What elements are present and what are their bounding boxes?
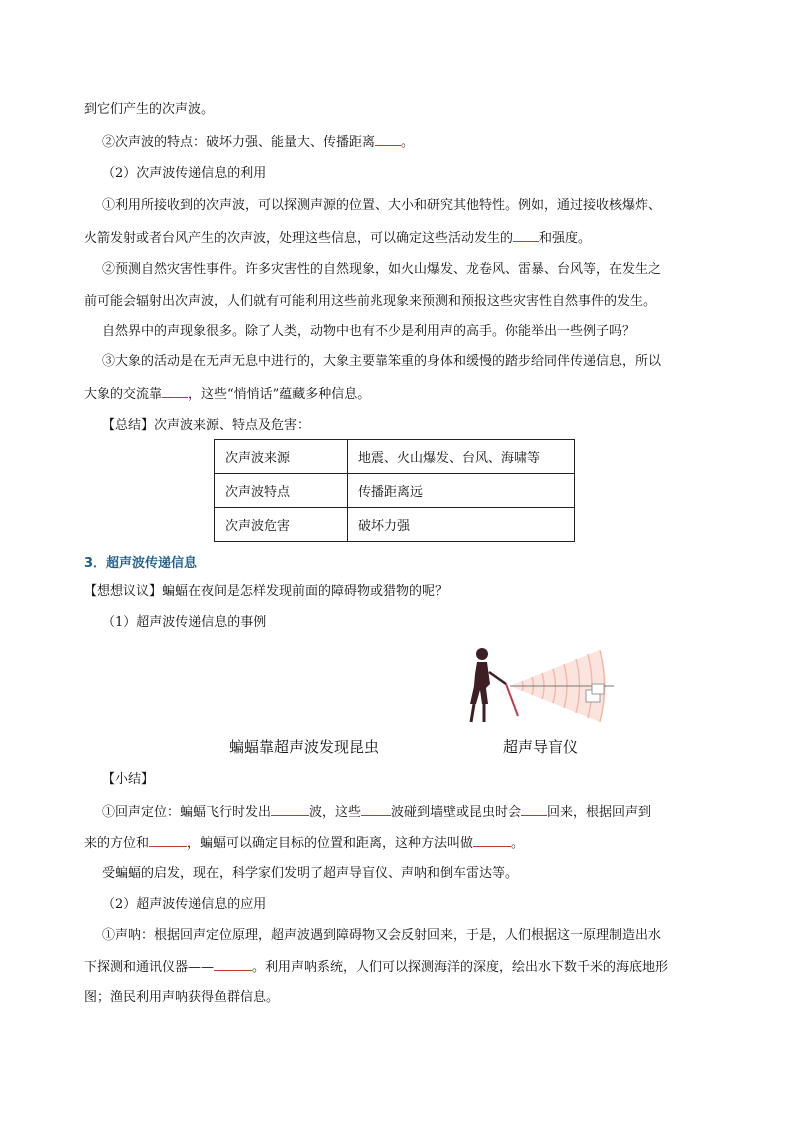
fill-blank[interactable]: [473, 834, 511, 847]
text-segment: ，蝙蝠可以确定目标的位置和距离，这种方法叫做: [187, 836, 474, 851]
fill-blank[interactable]: [214, 958, 252, 971]
table-row: [215, 474, 575, 508]
fill-blank[interactable]: [271, 803, 309, 816]
text-segment: 下探测和通讯仪器——: [84, 960, 215, 975]
fill-blank[interactable]: [375, 133, 401, 146]
text-segment: 。: [511, 836, 525, 851]
text-line: [84, 958, 668, 977]
guide-caption: 超声导盲仪: [503, 738, 579, 756]
table-cell: 传播距离远: [348, 474, 575, 508]
ultrasonic-guide-illustration: [462, 644, 622, 726]
text-segment: 。: [401, 135, 415, 150]
section-heading: 3．超声波传递信息: [84, 556, 198, 571]
section-subheading: （1）超声波传递信息的事例: [102, 615, 267, 630]
infrasound-table: [214, 439, 575, 542]
fill-blank[interactable]: [521, 803, 547, 816]
fill-blank[interactable]: [513, 229, 539, 242]
text-line: 图；渔民利用声呐获得鱼群信息。: [84, 990, 280, 1005]
table-row: [215, 440, 575, 474]
fill-blank[interactable]: [361, 803, 391, 816]
text-line: [84, 229, 591, 248]
text-line: 到它们产生的次声波。: [84, 102, 215, 117]
text-line: ③大象的活动是在无声无息中进行的，大象主要靠笨重的身体和缓慢的踏步给同伴传递信息，所以: [102, 354, 662, 369]
text-line: [102, 133, 414, 152]
text-segment: 来的方位和: [84, 836, 150, 851]
text-line: 自然界中的声现象很多。除了人类，动物中也有不少是利用声的高手。你能举出一些例子吗？: [102, 324, 636, 339]
person-with-cane-icon: [470, 648, 518, 722]
summary-label: 【总结】次声波来源、特点及危害：: [102, 418, 311, 433]
bat-caption: 蝙蝠靠超声波发现昆虫: [229, 738, 380, 756]
text-line: 前可能会辐射出次声波，人们就有可能利用这些前兆现象来预测和预报这些灾害性自然事件的发生。: [84, 294, 657, 309]
text-segment: ，这些“悄悄话”蕴藏多种信息。: [188, 387, 371, 402]
table-cell: 次声波来源: [215, 440, 348, 474]
text-line: 【想想议议】蝙蝠在夜间是怎样发现前面的障碍物或猎物的呢？: [84, 584, 449, 599]
summary-label: 【小结】: [102, 772, 155, 787]
text-segment: 波碰到墙壁或昆虫时会: [391, 805, 522, 820]
text-line: [102, 803, 651, 822]
section-subheading: （2）次声波传递信息的利用: [102, 166, 267, 181]
text-line: [84, 385, 370, 404]
text-segment: 火箭发射或者台风产生的次声波，处理这些信息，可以确定这些活动发生的: [84, 231, 514, 246]
text-segment: ①回声定位：蝙蝠飞行时发出: [102, 805, 272, 820]
text-segment: 大象的交流靠: [84, 387, 163, 402]
fill-blank[interactable]: [162, 385, 188, 398]
text-line: ①声呐：根据回声定位原理，超声波遇到障碍物又会反射回来，于是，人们根据这一原理制造出水: [102, 928, 662, 943]
text-line: 受蝙蝠的启发，现在，科学家们发明了超声导盲仪、声呐和倒车雷达等。: [102, 866, 519, 881]
text-line: ①利用所接收到的次声波，可以探测声源的位置、大小和研究其他特性。例如，通过接收核爆炸、: [102, 198, 662, 213]
table-cell: 破坏力强: [348, 508, 575, 542]
table-cell: 次声波特点: [215, 474, 348, 508]
text-segment: ②次声波的特点：破坏力强、能量大、传播距离: [102, 135, 376, 150]
fill-blank[interactable]: [149, 834, 187, 847]
text-line: ②预测自然灾害性事件。许多灾害性的自然现象，如火山爆发、龙卷风、雷暴、台风等，在发生之: [102, 262, 662, 277]
text-segment: 波，这些: [309, 805, 362, 820]
table-row: [215, 508, 575, 542]
table-cell: 地震、火山爆发、台风、海啸等: [348, 440, 575, 474]
text-line: [84, 834, 524, 853]
text-segment: 回来，根据回声到: [547, 805, 652, 820]
text-segment: 和强度。: [539, 231, 592, 246]
section-subheading: （2）超声波传递信息的应用: [102, 897, 267, 912]
table-cell: 次声波危害: [215, 508, 348, 542]
text-segment: 。利用声呐系统，人们可以探测海洋的深度，绘出水下数千米的海底地形: [252, 960, 669, 975]
